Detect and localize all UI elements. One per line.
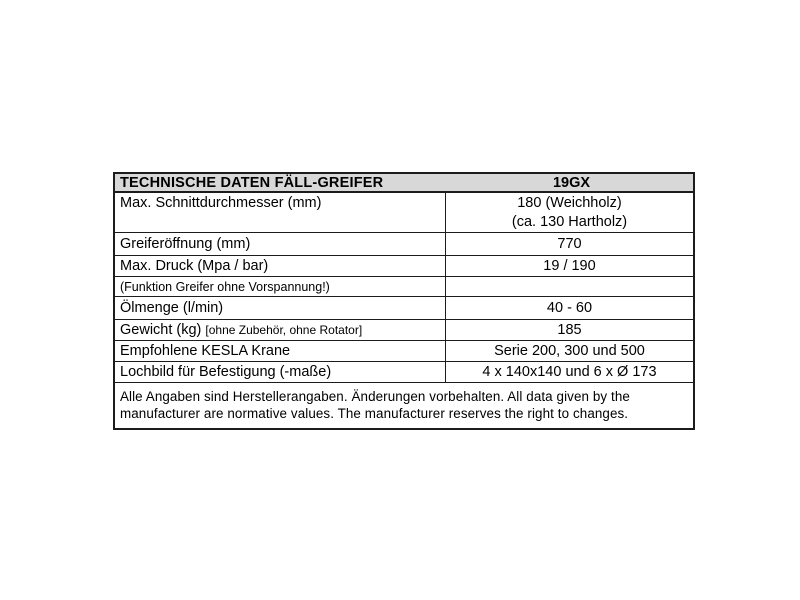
row-value — [445, 277, 693, 296]
table-row — [115, 297, 693, 320]
row-value: 185 — [445, 320, 693, 340]
spec-table — [113, 172, 695, 430]
row-value — [445, 193, 693, 232]
row-label: (Funktion Greifer ohne Vorspannung!) — [120, 279, 330, 294]
table-row — [115, 233, 693, 256]
row-label-main: Gewicht (kg) — [120, 322, 202, 338]
row-label: Ölmenge (l/min) — [120, 300, 224, 316]
table-header-row — [115, 174, 693, 193]
table-title: TECHNISCHE DATEN FÄLL-GREIFER — [120, 174, 384, 191]
row-label: Max. Schnittdurchmesser (mm) — [120, 195, 322, 211]
row-value: 19 / 190 — [445, 256, 693, 276]
row-label: Empfohlene KESLA Krane — [120, 343, 291, 359]
table-row — [115, 362, 693, 383]
row-label: Lochbild für Befestigung (-maße) — [120, 364, 332, 380]
row-label: Max. Druck (Mpa / bar) — [120, 258, 269, 274]
row-value: 770 — [445, 233, 693, 255]
row-label: Greiferöffnung (mm) — [120, 236, 251, 252]
table-row — [115, 341, 693, 362]
model-label: 19GX — [552, 174, 591, 191]
table-footnote: Alle Angaben sind Herstellerangaben. Änderungen vorbehalten. All data given by the manufacturer are normative values. The manufacturer reserves the right to changes. — [120, 389, 630, 421]
table-row — [115, 193, 693, 233]
table-row — [115, 277, 693, 297]
table-row — [115, 256, 693, 277]
row-value: 40 - 60 — [445, 297, 693, 319]
row-value: 4 x 140x140 und 6 x Ø 173 — [445, 362, 693, 382]
row-label — [115, 320, 445, 340]
table-row — [115, 320, 693, 341]
row-value-line-1: 180 (Weichholz) — [517, 195, 622, 212]
row-label-note: [ohne Zubehör, ohne Rotator] — [205, 323, 363, 337]
row-value-line-2: (ca. 130 Hartholz) — [511, 213, 628, 230]
row-value: Serie 200, 300 und 500 — [445, 341, 693, 361]
